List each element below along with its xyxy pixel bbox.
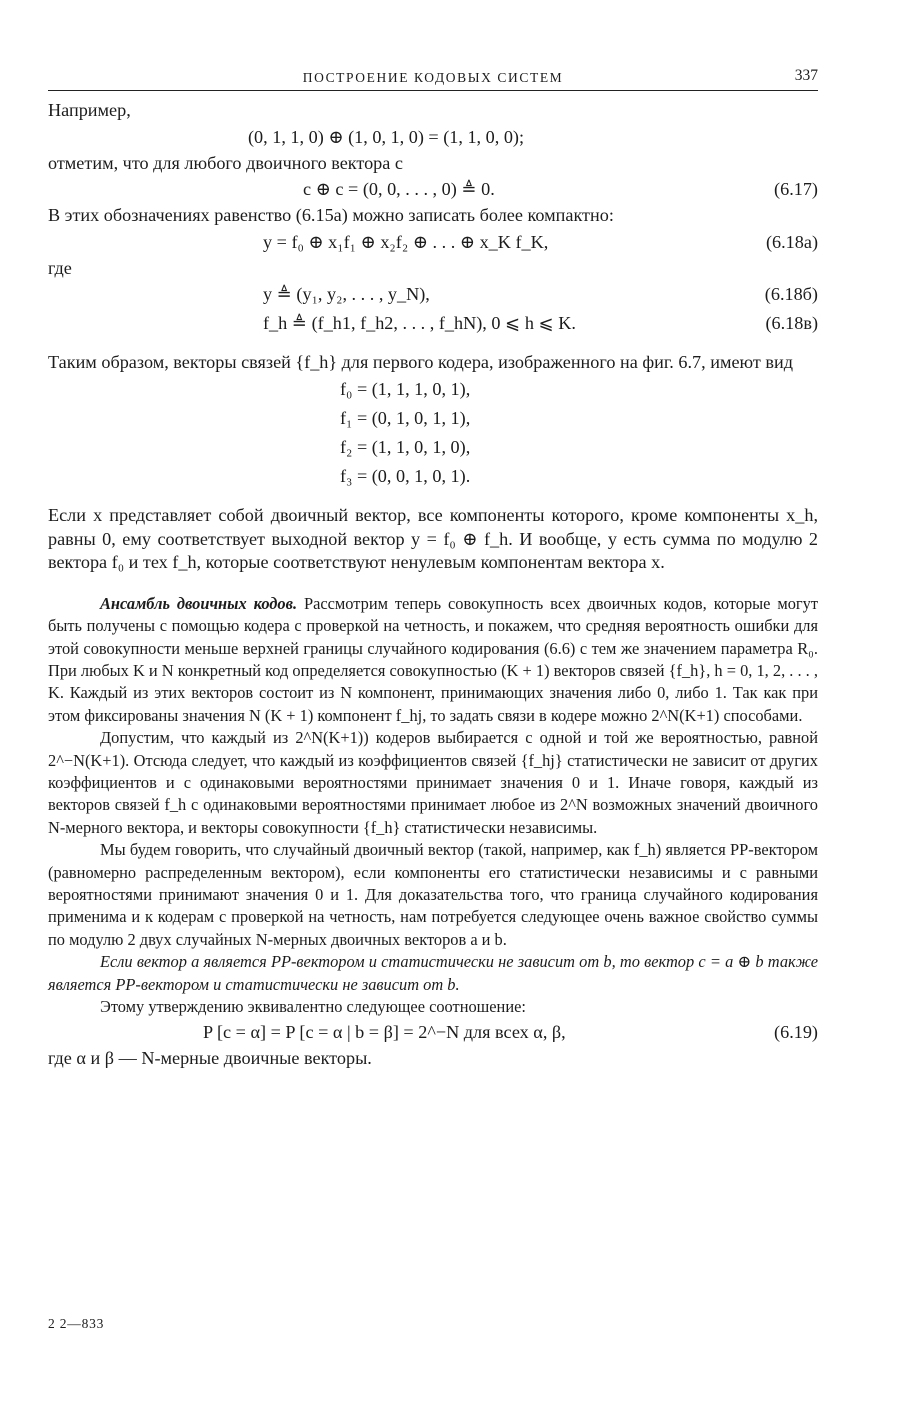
vector-list xyxy=(48,375,818,491)
equation-number: (6.17) xyxy=(774,179,818,200)
paragraph-theorem: Если вектор a является PP-вектором и статистически не зависит от b, то вектор c = a ⊕ b также является PP-вектором и статистически не зависит от b. xyxy=(48,952,818,994)
paragraph-equiprobable: Допустим, что каждый из 2^N(K+1)) кодеров выбирается с одной и той же вероятностью, равной 2^−N(K+1). Отсюда следует, что каждый из коэффициентов связей {f_hj} статистически не зависит от других коэффициентов и с одинаковыми вероятностями принимает значения 0 и 1. Иначе говоря, каждый из векторов связей f_h с одинаковыми вероятностями принимает любое из 2^N возможных значений двоичного N-мерного вектора, и векторы совокупности {f_h} статистически независимы. xyxy=(48,728,818,837)
equation-example xyxy=(48,123,818,152)
section-run-in-title: Ансамбль двоичных кодов. xyxy=(100,593,298,613)
equation-6-17 xyxy=(48,175,818,204)
equation-formula: c ⊕ c = (0, 0, . . . , 0) ≜ 0. xyxy=(303,179,495,200)
equation-number: (6.19) xyxy=(774,1022,818,1043)
paragraph-compact: В этих обозначениях равенство (6.15а) можно записать более компактно: xyxy=(48,205,614,226)
paragraph-pp-vector: Мы будем говорить, что случайный двоичный вектор (такой, например, как f_h) является PP-вектором (равномерно распределенным вектором), если компоненты его статистически независимы и с равными вероятностями принимают значения 0 и 1. Для доказательства того, что граница случайного кодирования применима и к кодерам с проверкой на четность, нам потребуется следующее очень важное свойство суммы по модулю 2 двух случайных N-мерных двоичных векторов a и b. xyxy=(48,840,818,949)
paragraph-where: где xyxy=(48,257,72,278)
paragraph-ensemble xyxy=(48,593,818,727)
equation-formula: y = f₀ ⊕ x₁f₁ ⊕ x₂f₂ ⊕ . . . ⊕ x_K f_K, xyxy=(263,231,549,252)
page-number: 337 xyxy=(794,67,818,84)
running-header xyxy=(48,62,818,91)
equation-formula: y ≜ (y₁, y₂, . . . , y_N), xyxy=(263,284,430,305)
paragraph-ensemble-text: Рассмотрим теперь совокупность всех двоичных кодов, которые могут быть получены с помощью кодера с проверкой на четность, и покажем, что средняя вероятность ошибки для этой совокупности меньше верхней границы случайного кодирования (6.6) с тем же значением параметра R₀. При любых K и N конкретный код определяется совокупностью (K + 1) векторов связей {f_h}, h = 0, 1, 2, . . . , K. Каждый из этих векторов состоит из N компонент, принимающих значения либо 0, либо 1. Так как при этом фиксированы значения N (K + 1) компонент f_hj, то задать связи в кодере можно 2^N(K+1) способами. xyxy=(48,593,818,725)
paragraph-note: отметим, что для любого двоичного вектора c xyxy=(48,152,403,173)
equation-formula: P [c = α] = P [c = α | b = β] = 2^−N для всех α, β, xyxy=(203,1022,566,1043)
equation-number: (6.18а) xyxy=(765,231,818,252)
paragraph-equivalent: Этому утверждению эквивалентно следующее соотношение: xyxy=(100,997,526,1017)
equation-6-18a xyxy=(48,228,818,257)
equation-number: (6.18в) xyxy=(765,313,818,334)
paragraph-example: Например, xyxy=(48,100,131,120)
paragraph-output-vector: Если x представляет собой двоичный вектор, все компоненты которого, кроме компоненты x_h, равны 0, ему соответствует выходной вектор y = f₀ ⊕ f_h. И вообще, y есть сумма по модулю 2 вектора f₀ и тех f_h, которые соответствуют ненулевым компонентам вектора x. xyxy=(48,504,818,573)
equation-6-18b xyxy=(48,280,818,309)
signature-mark: 2 2—833 xyxy=(48,1316,105,1331)
vector-line: f₂ = (1, 1, 0, 1, 0), xyxy=(340,436,471,457)
running-title: ПОСТРОЕНИЕ КОДОВЫХ СИСТЕМ xyxy=(302,70,564,85)
paragraph-final: где α и β — N-мерные двоичные векторы. xyxy=(48,1048,372,1069)
vector-line: f₀ = (1, 1, 1, 0, 1), xyxy=(340,378,471,399)
vector-line: f₁ = (0, 1, 0, 1, 1), xyxy=(340,407,471,428)
equation-formula: f_h ≜ (f_h1, f_h2, . . . , f_hN), 0 ⩽ h ⩽ K. xyxy=(263,313,576,334)
equation-6-19 xyxy=(48,1018,818,1047)
vector-line: f₃ = (0, 0, 1, 0, 1). xyxy=(340,465,471,486)
equation-6-18v xyxy=(48,309,818,338)
paragraph-connection-vectors: Таким образом, векторы связей {f_h} для первого кодера, изображенного на фиг. 6.7, имеют вид xyxy=(48,352,793,373)
equation-number: (6.18б) xyxy=(764,284,818,305)
equation-formula: (0, 1, 1, 0) ⊕ (1, 0, 1, 0) = (1, 1, 0, 0); xyxy=(248,126,525,147)
